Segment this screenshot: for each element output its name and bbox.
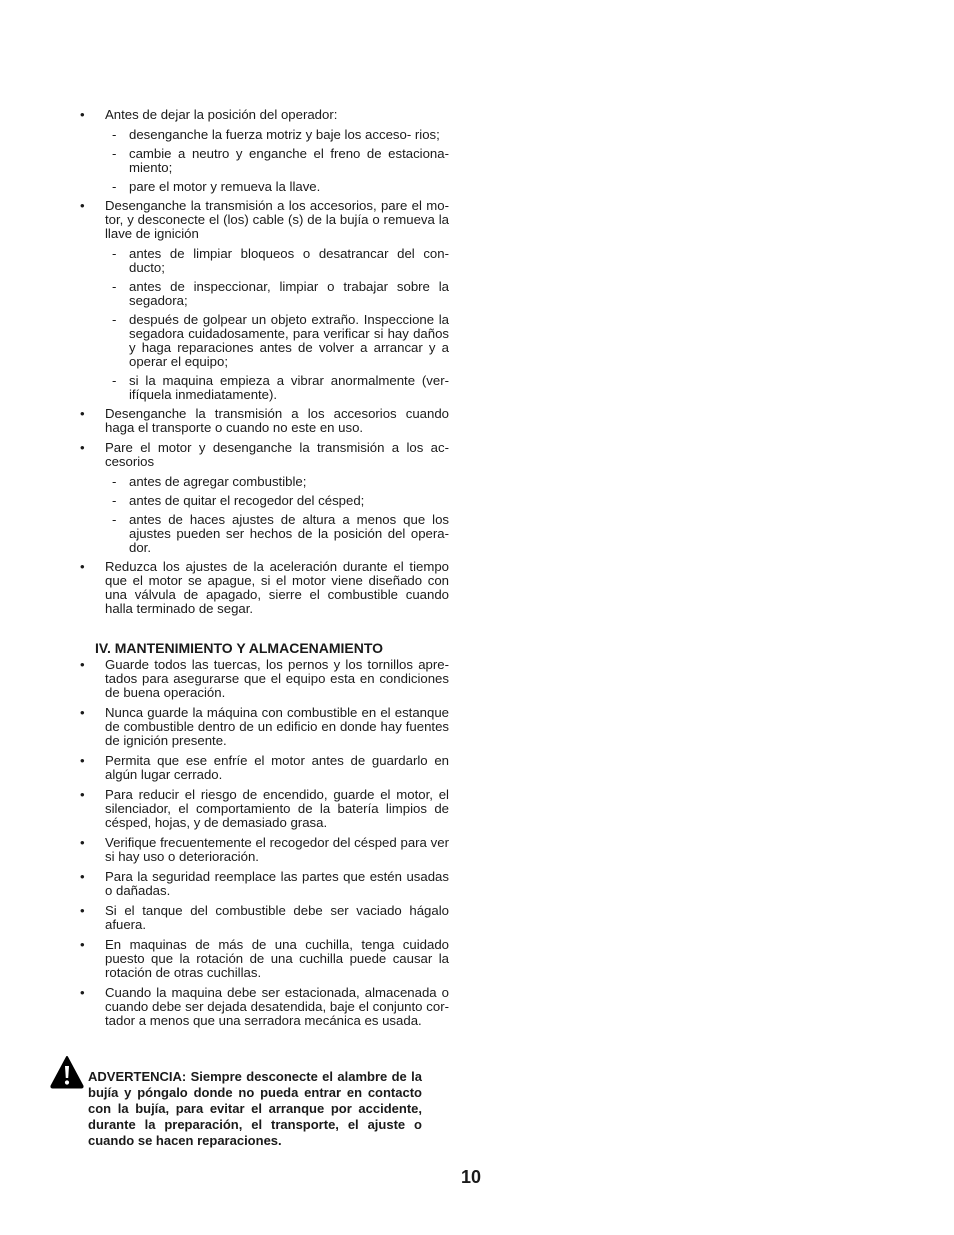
sub-item	[80, 374, 449, 402]
dash: -	[112, 179, 117, 194]
list-item	[80, 754, 449, 782]
list-item	[80, 706, 449, 748]
sub-item	[80, 128, 449, 142]
item-text: Antes de dejar la posición del operador:	[105, 107, 338, 122]
sub-text: antes de quitar el recogedor del césped;	[129, 493, 365, 508]
main-column	[80, 108, 449, 1034]
bullet: •	[80, 440, 85, 455]
list-item	[80, 407, 449, 435]
list-item	[80, 560, 449, 616]
sub-text: antes de agregar combustible;	[129, 474, 307, 489]
list-item	[80, 108, 449, 122]
bullet: •	[80, 869, 85, 884]
sub-item	[80, 313, 449, 369]
dash: -	[112, 373, 117, 388]
item-text: Pare el motor y desenganche la transmisión a los ac- cesorios	[105, 440, 449, 469]
page-number: 10	[461, 1167, 482, 1187]
item-text: Para reducir el riesgo de encendido, guarde el motor, el silenciador, el comportamiento de la batería limpios de césped, hojas, y de demasiado grasa.	[105, 787, 449, 830]
warning-icon	[50, 1055, 84, 1089]
item-text: Cuando la maquina debe ser estacionada, almacenada o cuando debe ser dejada desatendida, baje el conjunto cor- tador a menos que una serradora mecánica es usada.	[105, 985, 449, 1028]
item-text: Desenganche la transmisión a los accesorios, pare el mo- tor, y desconecte el (los) cable (s) de la bujía o remueva la llave de ignición	[105, 198, 449, 241]
dash: -	[112, 493, 117, 508]
dash: -	[112, 246, 117, 261]
dash: -	[112, 127, 117, 142]
list-item	[80, 870, 449, 898]
sub-text: pare el motor y remueva la llave.	[129, 179, 321, 194]
sub-item	[80, 494, 449, 508]
operation-section	[80, 108, 449, 616]
item-text: Para la seguridad reemplace las partes que estén usadas o dañadas.	[105, 869, 449, 898]
warning-text: ADVERTENCIA: Siempre desconecte el alambre de la bujía y póngalo donde no pueda entrar en contacto con la bujía, para evitar el arranque por accidente, durante la preparación, el transporte, el ajuste o cuando se hacen reparaciones.	[88, 1069, 422, 1148]
item-text: En maquinas de más de una cuchilla, tenga cuidado puesto que la rotación de una cuchilla puede causar la rotación de otras cuchillas.	[105, 937, 449, 980]
sub-item	[80, 475, 449, 489]
dash: -	[112, 474, 117, 489]
bullet: •	[80, 559, 85, 574]
list-item	[80, 938, 449, 980]
bullet: •	[80, 937, 85, 952]
sub-item	[80, 247, 449, 275]
sub-text: si la maquina empieza a vibrar anormalmente (ver- ifíquela inmediatamente).	[129, 373, 449, 402]
bullet: •	[80, 657, 85, 672]
list-item	[80, 904, 449, 932]
section-heading: IV. MANTENIMIENTO Y ALMACENAMIENTO	[95, 640, 384, 656]
bullet: •	[80, 198, 85, 213]
dash: -	[112, 512, 117, 527]
sub-text: después de golpear un objeto extraño. Inspeccione la segadora cuidadosamente, para verificar si hay daños y haga reparaciones antes de volver a arrancar y a operar el equipo;	[129, 312, 449, 369]
item-text: Verifique frecuentemente el recogedor del césped para ver si hay uso o deterioración.	[105, 835, 449, 864]
maintenance-section	[80, 641, 449, 1028]
list-item	[80, 788, 449, 830]
list-item	[80, 986, 449, 1028]
bullet: •	[80, 705, 85, 720]
sub-item	[80, 513, 449, 555]
dash: -	[112, 279, 117, 294]
bullet: •	[80, 753, 85, 768]
list-item	[80, 836, 449, 864]
sub-text: antes de haces ajustes de altura a menos que los ajustes pueden ser hechos de la posición del opera- dor.	[129, 512, 449, 555]
sub-item	[80, 180, 449, 194]
sub-text: cambie a neutro y enganche el freno de estaciona- miento;	[129, 146, 449, 175]
dash: -	[112, 146, 117, 161]
list-item	[80, 658, 449, 700]
bullet: •	[80, 787, 85, 802]
bullet: •	[80, 985, 85, 1000]
sub-text: antes de limpiar bloqueos o desatrancar del con- ducto;	[129, 246, 449, 275]
dash: -	[112, 312, 117, 327]
item-text: Reduzca los ajustes de la aceleración durante el tiempo que el motor se apague, si el motor viene diseñado con una válvula de apagado, sierre el combustible cuando halla terminado de segar.	[105, 559, 449, 616]
list-item	[80, 199, 449, 241]
sub-item	[80, 280, 449, 308]
bullet: •	[80, 903, 85, 918]
sub-item	[80, 147, 449, 175]
item-text: Nunca guarde la máquina con combustible en el estanque de combustible dentro de un edificio en donde hay fuentes de ignición presente.	[105, 705, 449, 748]
bullet: •	[80, 406, 85, 421]
bullet: •	[80, 107, 85, 122]
item-text: Si el tanque del combustible debe ser vaciado hágalo afuera.	[105, 903, 449, 932]
item-text: Desenganche la transmisión a los accesorios cuando haga el transporte o cuando no este en uso.	[105, 406, 449, 435]
list-item	[80, 441, 449, 469]
item-text: Permita que ese enfríe el motor antes de guardarlo en algún lugar cerrado.	[105, 753, 449, 782]
item-text: Guarde todos las tuercas, los pernos y los tornillos apre- tados para asegurarse que el equipo esta en condiciones de buena operación.	[105, 657, 449, 700]
bullet: •	[80, 835, 85, 850]
sub-text: antes de inspeccionar, limpiar o trabajar sobre la segadora;	[129, 279, 449, 308]
sub-text: desenganche la fuerza motriz y baje los acceso- rios;	[129, 127, 440, 142]
